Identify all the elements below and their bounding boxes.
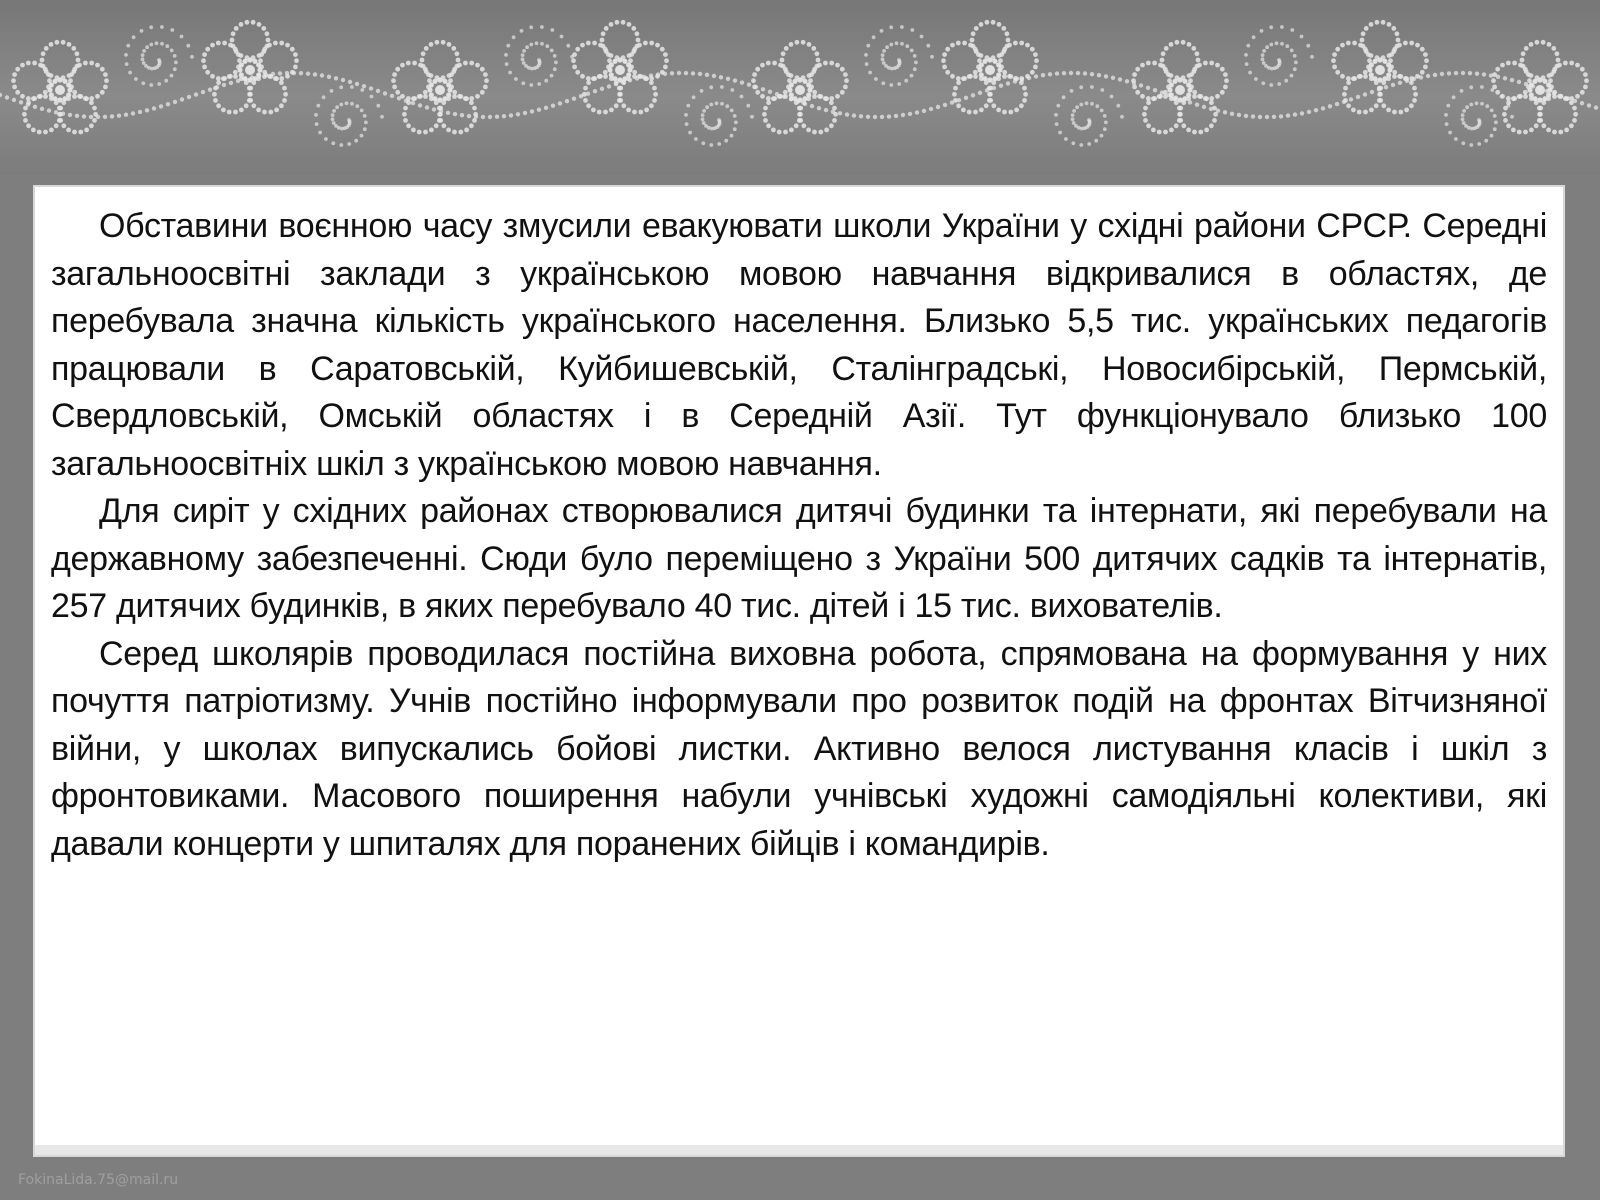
paragraph-2: Для сиріт у східних районах створювалися дитячі будинки та інтернати, які перебували на державному забезпеченні. Сюди було переміщено з України 500 дитячих садків та інтернатів, 257 дитячих будинків, в яких перебувало 40 тис. дітей і 15 тис. вихователів. xyxy=(51,492,1547,625)
pearl-floral-border-icon xyxy=(0,0,1600,175)
paragraph-1: Обставини воєнною часу змусили евакуювати школи України у східні райони СРСР. Середні загальноосвітні заклади з українською мовою навчання відкривалися в областях, де перебувала значна кількість українського населення. Близько 5,5 тис. українських педагогів працювали в Саратовській, Куйбишевській, Сталінградські, Новосибірській, Пермській, Свердловській, Омській областях і в Середній Азії. Тут функціонувало близько 100 загальноосвітніх шкіл з українською мовою навчання. xyxy=(51,207,1547,483)
content-panel xyxy=(33,185,1565,1157)
paragraph-3: Серед школярів проводилася постійна виховна робота, спрямована на формування у них почуття патріотизму. Учнів постійно інформували про розвиток подій на фронтах Вітчизняної війни, у школах випускались бойові листки. Активно велося листування класів і шкіл з фронтовиками. Масового поширення набули учнівські художні самодіяльні колективи, які давали концерти у шпиталях для поранених бійців і командирів. xyxy=(51,634,1547,863)
watermark-logo: FokinaLida.75@mail.ru xyxy=(18,1172,179,1188)
text-body xyxy=(51,203,1547,868)
